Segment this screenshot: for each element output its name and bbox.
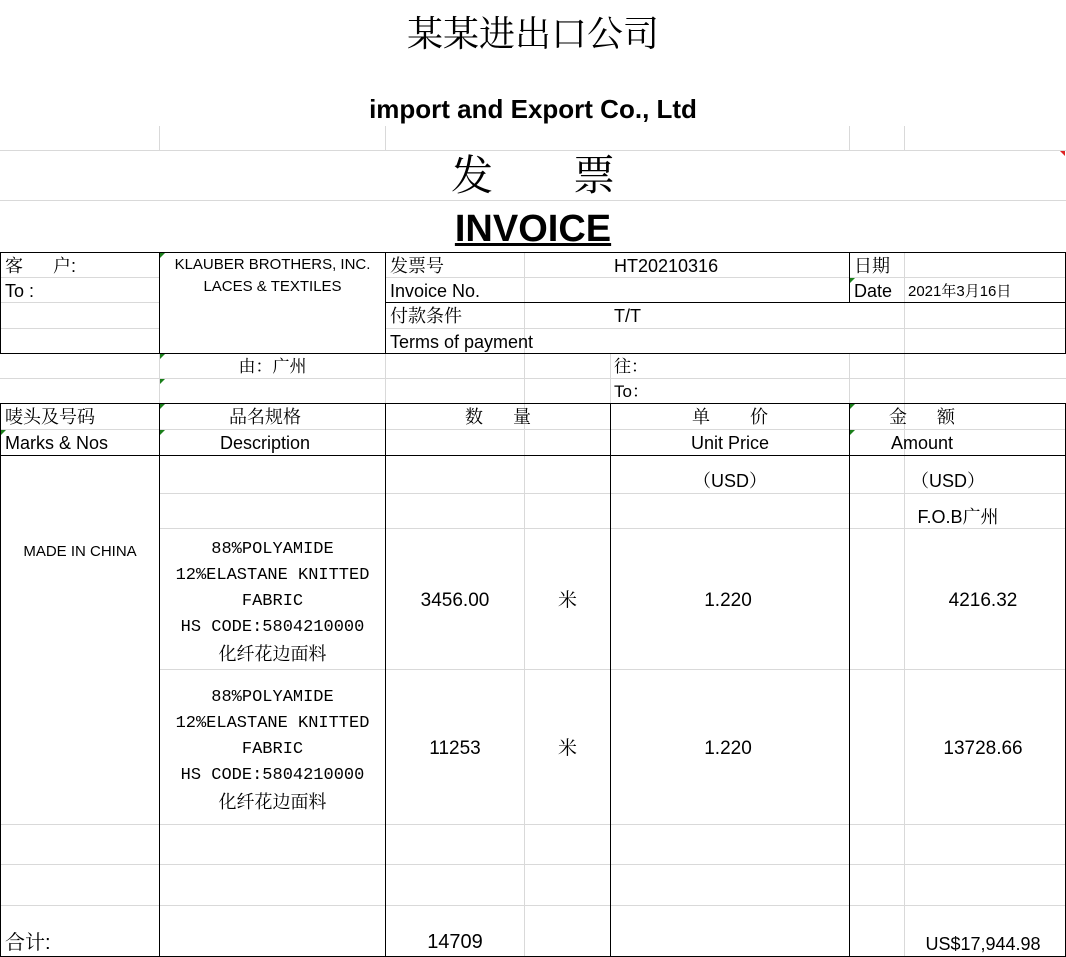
- item-unit: 米: [557, 738, 577, 759]
- customer-name: KLAUBER BROTHERS, INC.: [174, 256, 371, 273]
- item-amount: 4216.32: [948, 590, 1018, 611]
- item-qty: 11253: [429, 738, 481, 759]
- item-price: 1.220: [704, 590, 752, 611]
- company-name-cn: 某某进出口公司: [406, 14, 659, 55]
- to-label-en: To：: [614, 382, 649, 401]
- total-qty: 14709: [427, 931, 483, 953]
- amount-header-en: Amount: [890, 433, 954, 453]
- item-desc-line: 88%POLYAMIDE: [211, 540, 334, 559]
- price-header-en: Unit Price: [690, 433, 770, 453]
- to-label-cn: 往：: [614, 357, 648, 376]
- from-label: 由：广州: [238, 357, 307, 376]
- customer-label-cn: 客 户:: [5, 256, 77, 276]
- date-label-cn: 日期: [854, 256, 890, 276]
- payment-label-en: Terms of payment: [390, 332, 534, 352]
- item-desc-line: 88%POLYAMIDE: [211, 688, 334, 707]
- price-header-cn: 单 价: [691, 407, 768, 427]
- invoice-no-value: HT20210316: [614, 256, 719, 276]
- customer-subtitle: LACES & TEXTILES: [203, 278, 342, 295]
- currency-price: （USD）: [692, 471, 767, 491]
- item-desc-line: 化纤花边面料: [218, 644, 327, 664]
- item-amount: 13728.66: [943, 738, 1023, 759]
- invoice-no-label-cn: 发票号: [390, 256, 444, 276]
- invoice-title-en: INVOICE: [454, 208, 612, 250]
- payment-label-cn: 付款条件: [390, 306, 462, 326]
- item-desc-line: FABRIC: [241, 740, 304, 759]
- item-desc-line: FABRIC: [241, 592, 304, 611]
- date-value: 2021年3月16日: [908, 283, 1012, 300]
- qty-header-cn: 数 量: [464, 407, 531, 427]
- item-desc-line: HS CODE:5804210000: [180, 766, 365, 785]
- invoice-title-cn: 发 票: [450, 151, 616, 200]
- item-desc-line: 化纤花边面料: [218, 792, 327, 812]
- invoice-no-label-en: Invoice No.: [390, 281, 481, 301]
- marks-header-cn: 唛头及号码: [5, 407, 95, 427]
- fob-term: F.O.B广州: [917, 507, 999, 527]
- company-name-en: import and Export Co., Ltd: [369, 94, 697, 124]
- amount-header-cn: 金 额: [888, 407, 955, 427]
- item-desc-line: 12%ELASTANE KNITTED: [175, 714, 370, 733]
- desc-header-en: Description: [219, 433, 311, 453]
- customer-label-en: To :: [5, 281, 35, 301]
- item-price: 1.220: [704, 738, 752, 759]
- item-qty: 3456.00: [420, 590, 490, 611]
- item-desc-line: HS CODE:5804210000: [180, 618, 365, 637]
- currency-amount: （USD）: [910, 471, 985, 491]
- item-desc-line: 12%ELASTANE KNITTED: [175, 566, 370, 585]
- marks-text: MADE IN CHINA: [23, 543, 137, 560]
- item-unit: 米: [557, 590, 577, 611]
- total-label: 合计:: [5, 932, 51, 954]
- total-amount: US$17,944.98: [925, 934, 1041, 954]
- date-label-en: Date: [854, 281, 893, 301]
- payment-value: T/T: [614, 306, 641, 326]
- desc-header-cn: 品名规格: [229, 407, 301, 427]
- marks-header-en: Marks & Nos: [5, 433, 109, 453]
